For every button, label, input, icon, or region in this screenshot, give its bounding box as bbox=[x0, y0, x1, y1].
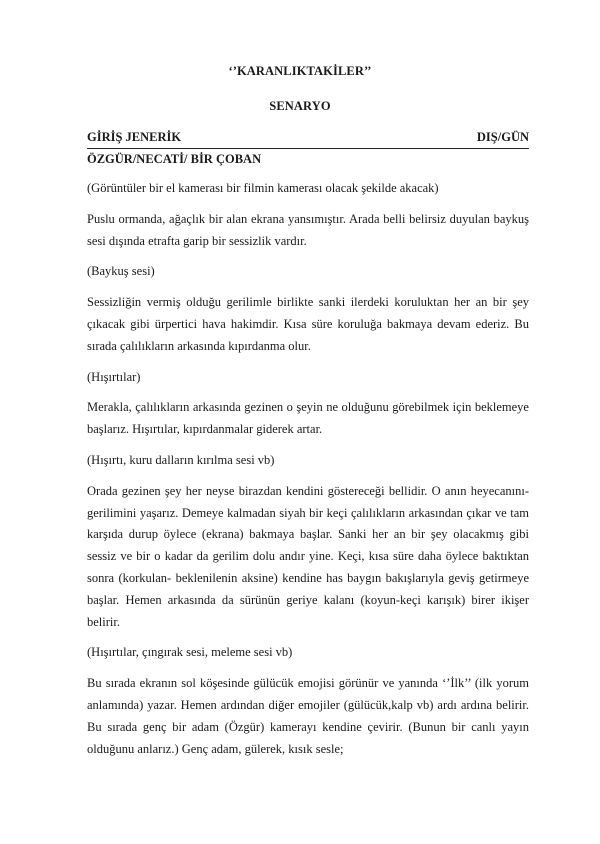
script-body bbox=[87, 178, 529, 769]
scene-heading bbox=[87, 130, 529, 150]
scene-heading-left: GİRİŞ JENERİK bbox=[87, 130, 182, 144]
paragraph: Sessizliğin vermiş olduğu gerilimle birlikte sanki ilerdeki koruluktan her an bir şey çıkacak gibi ürpertici hava hakimdir. Kısa süre koruluğa bakmaya devam ederiz. Bu sırada çalılıkların arkasında kıpırdanma olur. bbox=[87, 295, 529, 353]
paragraph: Puslu ormanda, ağaçlık bir alan ekrana yansımıştır. Arada belli belirsiz duyulan baykuş sesi dışında etrafta garip bir sessizlik vardır. bbox=[87, 211, 529, 248]
scene-heading-right: DIŞ/GÜN bbox=[476, 130, 529, 144]
paragraph-sound: (Baykuş sesi) bbox=[87, 264, 155, 279]
paragraph-sound: (Hışırtı, kuru dalların kırılma sesi vb) bbox=[87, 452, 275, 467]
scene-divider bbox=[87, 148, 529, 149]
document-subtitle: SENARYO bbox=[269, 99, 331, 113]
paragraph: Orada gezinen şey her neyse birazdan kendini göstereceği bellidir. O anın heyecanını-gerilimini yaşarız. Demeye kalmadan siyah bir keçi çalılıkların arkasından çıkar ve tam karşıda durup öylece (ekrana) bakmaya başlar. Sanki her an bir şey olacakmış gibi sessiz ve bir o kadar da gerilim dolu andır yine. Keçi, kısa süre daha öylece baktıktan sonra (korkulan- beklenilenin aksine) kendine has baygın bakışlarıyla geviş getirmeye başlar. Hemen arkasında da sürünün geriye kalanı (koyun-keçi karışık) birer ikişer belirir. bbox=[87, 483, 529, 629]
paragraph-direction: (Görüntüler bir el kamerası bir filmin kamerası olacak şekilde akacak) bbox=[87, 181, 439, 195]
scene-characters: ÖZGÜR/NECATİ/ BİR ÇOBAN bbox=[87, 152, 262, 166]
document-title: ‘’KARANLIKTAKİLER’’ bbox=[228, 64, 372, 78]
paragraph: Merakla, çalılıkların arkasında gezinen o şeyin ne olduğunu görebilmek için beklemeye başlarız. Hışırtılar, kıpırdanmalar giderek artar. bbox=[87, 400, 529, 437]
paragraph-sound: (Hışırtılar, çıngırak sesi, meleme sesi vb) bbox=[87, 645, 293, 660]
paragraph-sound: (Hışırtılar) bbox=[87, 369, 141, 384]
paragraph: Bu sırada ekranın sol köşesinde gülücük emojisi görünür ve yanında ‘’İlk’’ (ilk yorum anlamında) yazar. Hemen ardından diğer emojiler (gülücük,kalp vb) ardı ardına belirir. Bu sırada genç bir adam (Özgür) kamerayı kendine çevirir. (Bunun bir canlı yayın olduğunu anlarız.) Genç adam, gülerek, kısık sesle; bbox=[87, 676, 529, 756]
